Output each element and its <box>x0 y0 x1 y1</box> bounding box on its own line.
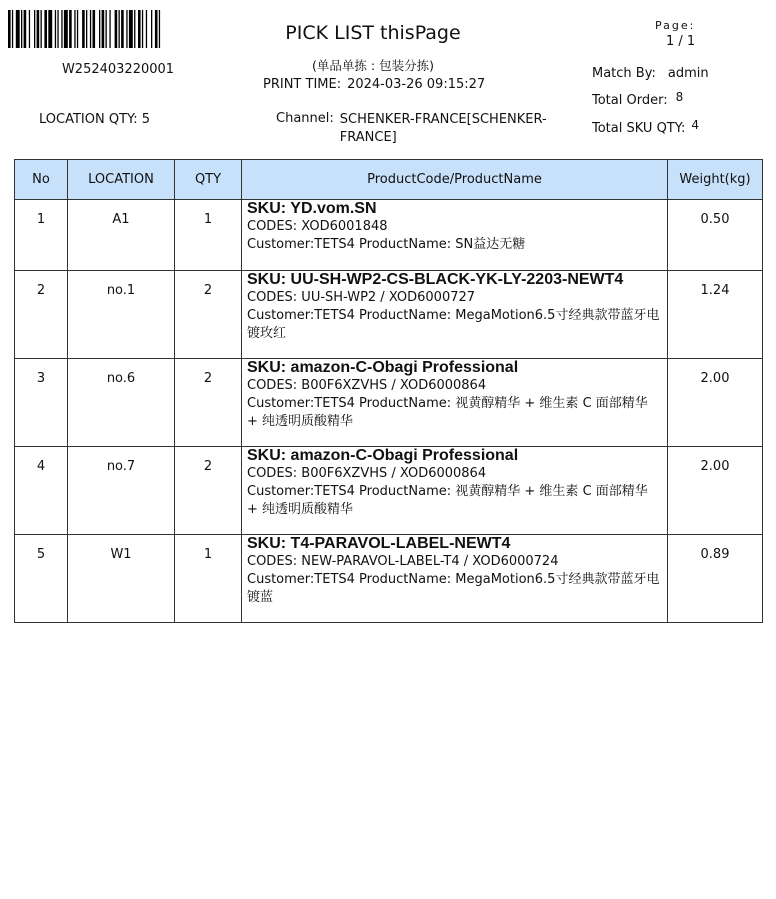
total-sku-label: Total SKU QTY: <box>592 121 686 136</box>
cell-location: W1 <box>68 535 175 623</box>
barcode-bar <box>29 10 30 48</box>
channel-value: SCHENKER-FRANCE[SCHENKER-FRANCE] <box>339 112 547 145</box>
customer-line: Customer:TETS4 ProductName: 视黄醇精华 + 维生素 C 面部精华 + 纯透明质酸精华 <box>247 484 648 517</box>
barcode-bar <box>77 10 78 48</box>
cell-no: 3 <box>15 359 68 447</box>
barcode-bar <box>119 10 120 48</box>
cell-no: 4 <box>15 447 68 535</box>
barcode-bar <box>61 10 62 48</box>
customer-line: Customer:TETS4 ProductName: SN益达无糖 <box>247 237 526 252</box>
barcode-bar <box>142 10 143 48</box>
cell-weight: 0.50 <box>668 200 763 271</box>
order-number: W252403220001 <box>61 62 175 77</box>
barcode-bar <box>90 10 91 48</box>
channel <box>276 111 555 147</box>
barcode-bar <box>12 10 13 48</box>
barcode-bar <box>102 10 105 48</box>
sku-line: SKU: YD.vom.SN <box>247 200 377 217</box>
col-no: No <box>15 160 68 200</box>
cell-no: 1 <box>15 200 68 271</box>
total-order-value: 8 <box>675 90 684 104</box>
barcode-bar <box>37 10 40 48</box>
barcode-bar <box>74 10 75 48</box>
cell-no: 2 <box>15 271 68 359</box>
barcode-bar <box>44 10 47 48</box>
codes-line: CODES: NEW-PARAVOL-LABEL-T4 / XOD6000724 <box>247 554 559 569</box>
print-time-label: PRINT TIME: <box>263 77 342 92</box>
codes-line: CODES: XOD6001848 <box>247 219 388 234</box>
cell-product <box>242 359 668 447</box>
col-qty: QTY <box>175 160 242 200</box>
print-time <box>263 77 485 92</box>
table-row <box>15 359 763 447</box>
table-row <box>15 447 763 535</box>
barcode-bar <box>34 10 35 48</box>
barcode-bar <box>129 10 133 48</box>
match-by <box>592 66 709 81</box>
barcode-bar <box>93 10 96 48</box>
customer-line: Customer:TETS4 ProductName: MegaMotion6.5寸经典款带蓝牙电镀玫红 <box>247 308 660 341</box>
barcode-bar <box>159 10 160 48</box>
cell-location: A1 <box>68 200 175 271</box>
total-order-label: Total Order: <box>592 93 668 108</box>
barcode-bar <box>151 10 152 48</box>
barcode-bar <box>138 10 141 48</box>
barcode-bar <box>106 10 107 48</box>
cell-weight: 1.24 <box>668 271 763 359</box>
cell-location: no.7 <box>68 447 175 535</box>
table-header-row <box>15 160 763 200</box>
barcode-bar <box>8 10 11 48</box>
barcode-bar <box>69 10 72 48</box>
page-value: 1 / 1 <box>666 34 696 49</box>
page-label: Page: <box>655 19 696 32</box>
total-sku-value: 4 <box>691 118 699 132</box>
sku-line: SKU: amazon-C-Obagi Professional <box>247 359 519 376</box>
codes-line: CODES: UU-SH-WP2 / XOD6000727 <box>247 290 476 305</box>
barcode-bar <box>109 10 110 48</box>
barcode-bar <box>115 10 118 48</box>
barcode-bar <box>41 10 42 48</box>
cell-qty: 2 <box>175 447 242 535</box>
page-subtitle: (单品单拣 : 包装分拣) <box>312 58 434 73</box>
pick-list-table <box>14 159 763 623</box>
cell-no: 5 <box>15 535 68 623</box>
barcode-bar <box>155 10 158 48</box>
match-by-value: admin <box>667 66 709 81</box>
codes-line: CODES: B00F6XZVHS / XOD6000864 <box>247 378 487 393</box>
cell-weight: 0.89 <box>668 535 763 623</box>
table-row <box>15 200 763 271</box>
barcode-bar <box>82 10 85 48</box>
location-qty: LOCATION QTY: 5 <box>39 112 151 127</box>
barcode-bar <box>64 10 68 48</box>
barcode-bar <box>48 10 52 48</box>
barcode-bar <box>55 10 56 48</box>
codes-line: CODES: B00F6XZVHS / XOD6000864 <box>247 466 487 481</box>
total-order <box>592 90 684 108</box>
barcode-bar <box>16 10 20 48</box>
barcode-bar <box>24 10 27 48</box>
table-row <box>15 271 763 359</box>
cell-product <box>242 200 668 271</box>
total-sku-qty <box>592 118 699 136</box>
cell-product <box>242 447 668 535</box>
match-by-label: Match By: <box>592 66 656 81</box>
customer-line: Customer:TETS4 ProductName: 视黄醇精华 + 维生素 C 面部精华 + 纯透明质酸精华 <box>247 396 648 429</box>
barcode-bar <box>134 10 135 48</box>
cell-qty: 2 <box>175 271 242 359</box>
print-time-value: 2024-03-26 09:15:27 <box>347 77 486 92</box>
barcode-bar <box>121 10 124 48</box>
cell-qty: 1 <box>175 535 242 623</box>
table-row <box>15 535 763 623</box>
col-product: ProductCode/ProductName <box>242 160 668 200</box>
cell-product <box>242 271 668 359</box>
barcode-bar <box>146 10 147 48</box>
barcode-bar <box>21 10 22 48</box>
cell-location: no.6 <box>68 359 175 447</box>
customer-line: Customer:TETS4 ProductName: MegaMotion6.5寸经典款带蓝牙电镀蓝 <box>247 572 660 605</box>
cell-weight: 2.00 <box>668 359 763 447</box>
barcode-bar <box>99 10 100 48</box>
barcode-bar <box>57 10 58 48</box>
cell-product <box>242 535 668 623</box>
cell-location: no.1 <box>68 271 175 359</box>
sku-line: SKU: T4-PARAVOL-LABEL-NEWT4 <box>247 535 511 552</box>
cell-weight: 2.00 <box>668 447 763 535</box>
col-location: LOCATION <box>68 160 175 200</box>
col-weight: Weight(kg) <box>668 160 763 200</box>
barcode-bar <box>126 10 127 48</box>
sku-line: SKU: UU-SH-WP2-CS-BLACK-YK-LY-2203-NEWT4 <box>247 271 624 288</box>
barcode <box>8 10 228 48</box>
channel-label: Channel: <box>276 111 334 126</box>
cell-qty: 1 <box>175 200 242 271</box>
barcode-bar <box>86 10 87 48</box>
cell-qty: 2 <box>175 359 242 447</box>
page-title: PICK LIST thisPage <box>285 22 461 44</box>
sku-line: SKU: amazon-C-Obagi Professional <box>247 447 519 464</box>
